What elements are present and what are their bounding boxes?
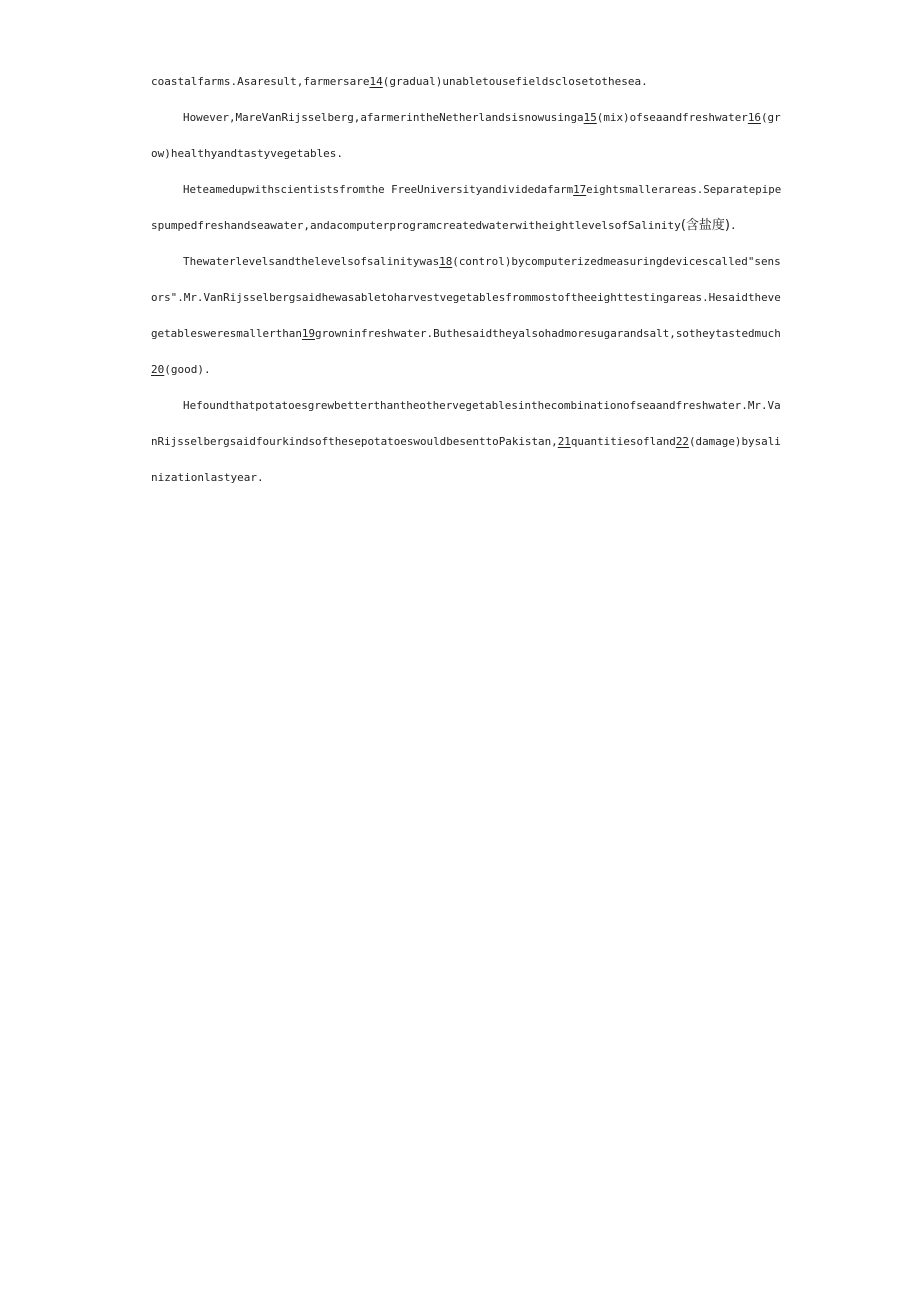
blank-number: 19 xyxy=(301,327,316,340)
text-line xyxy=(183,180,781,200)
text-line xyxy=(151,72,781,92)
text-line xyxy=(151,288,781,308)
blank-number: 22 xyxy=(675,435,689,448)
text-run: Hefoundthatpotatoesgrewbetterthantheothervegetablesinthecombinationofseaandfreshwater.Mr.Va xyxy=(183,399,781,412)
text-run: nizationlastyear. xyxy=(151,471,264,484)
text-run: (gr xyxy=(760,111,781,124)
text-run: (damage)bysali xyxy=(688,435,781,448)
blank-number: 17 xyxy=(573,183,587,196)
text-run: ors".Mr.VanRijsselbergsaidhewasabletoharvestvegetablesfrommostoftheeighttestingareas.Hesaidtheve xyxy=(151,291,781,304)
text-run: (control)bycomputerizedmeasuringdevicescalled"sens xyxy=(452,255,781,268)
text-run: coastalfarms.Asaresult,farmersare xyxy=(151,75,370,88)
text-line xyxy=(183,396,781,416)
text-line xyxy=(151,144,781,164)
text-run: (good). xyxy=(164,363,211,376)
text-run: eightsmallerareas.Separatepipe xyxy=(586,183,781,196)
blank-number: 15 xyxy=(583,111,597,124)
text-line xyxy=(151,360,781,380)
text-line xyxy=(183,252,781,272)
text-line xyxy=(183,108,781,128)
text-run: Heteamedupwithscientistsfromthe FreeUniversityandividedafarm xyxy=(183,183,574,196)
blank-number: 16 xyxy=(747,111,761,124)
text-run: nRijsselbergsaidfourkindsofthesepotatoeswouldbesenttoPakistan, xyxy=(151,435,558,448)
text-run: (gradual)unabletousefieldsclosetothesea. xyxy=(382,75,648,88)
blank-number: 20 xyxy=(151,363,165,376)
text-run: Thewaterlevelsandthelevelsofsalinitywas xyxy=(183,255,440,268)
text-run: getablesweresmallerthan xyxy=(151,327,302,340)
text-line xyxy=(151,432,781,452)
text-run: spumpedfreshandseawater,andacomputerprogramcreatedwaterwitheightlevelsofSalinity xyxy=(151,219,681,232)
blank-number: 21 xyxy=(557,435,571,448)
text-line xyxy=(151,216,781,236)
text-run: growninfreshwater.Buthesaidtheyalsohadmoresugarandsalt,sotheytastedmuch xyxy=(315,327,781,340)
text-run: quantitiesofland xyxy=(570,435,676,448)
blank-number: 14 xyxy=(369,75,383,88)
text-line xyxy=(151,324,781,344)
text-run: However,MareVanRijsselberg,afarmerintheNetherlandsisnowusinga xyxy=(183,111,584,124)
text-line xyxy=(151,468,781,488)
text-run: (mix)ofseaandfreshwater xyxy=(596,111,748,124)
blank-number: 18 xyxy=(439,255,453,268)
chinese-gloss: (含盐度) xyxy=(680,218,730,233)
text-run: ow)healthyandtastyvegetables. xyxy=(151,147,344,160)
text-run: . xyxy=(729,219,737,232)
